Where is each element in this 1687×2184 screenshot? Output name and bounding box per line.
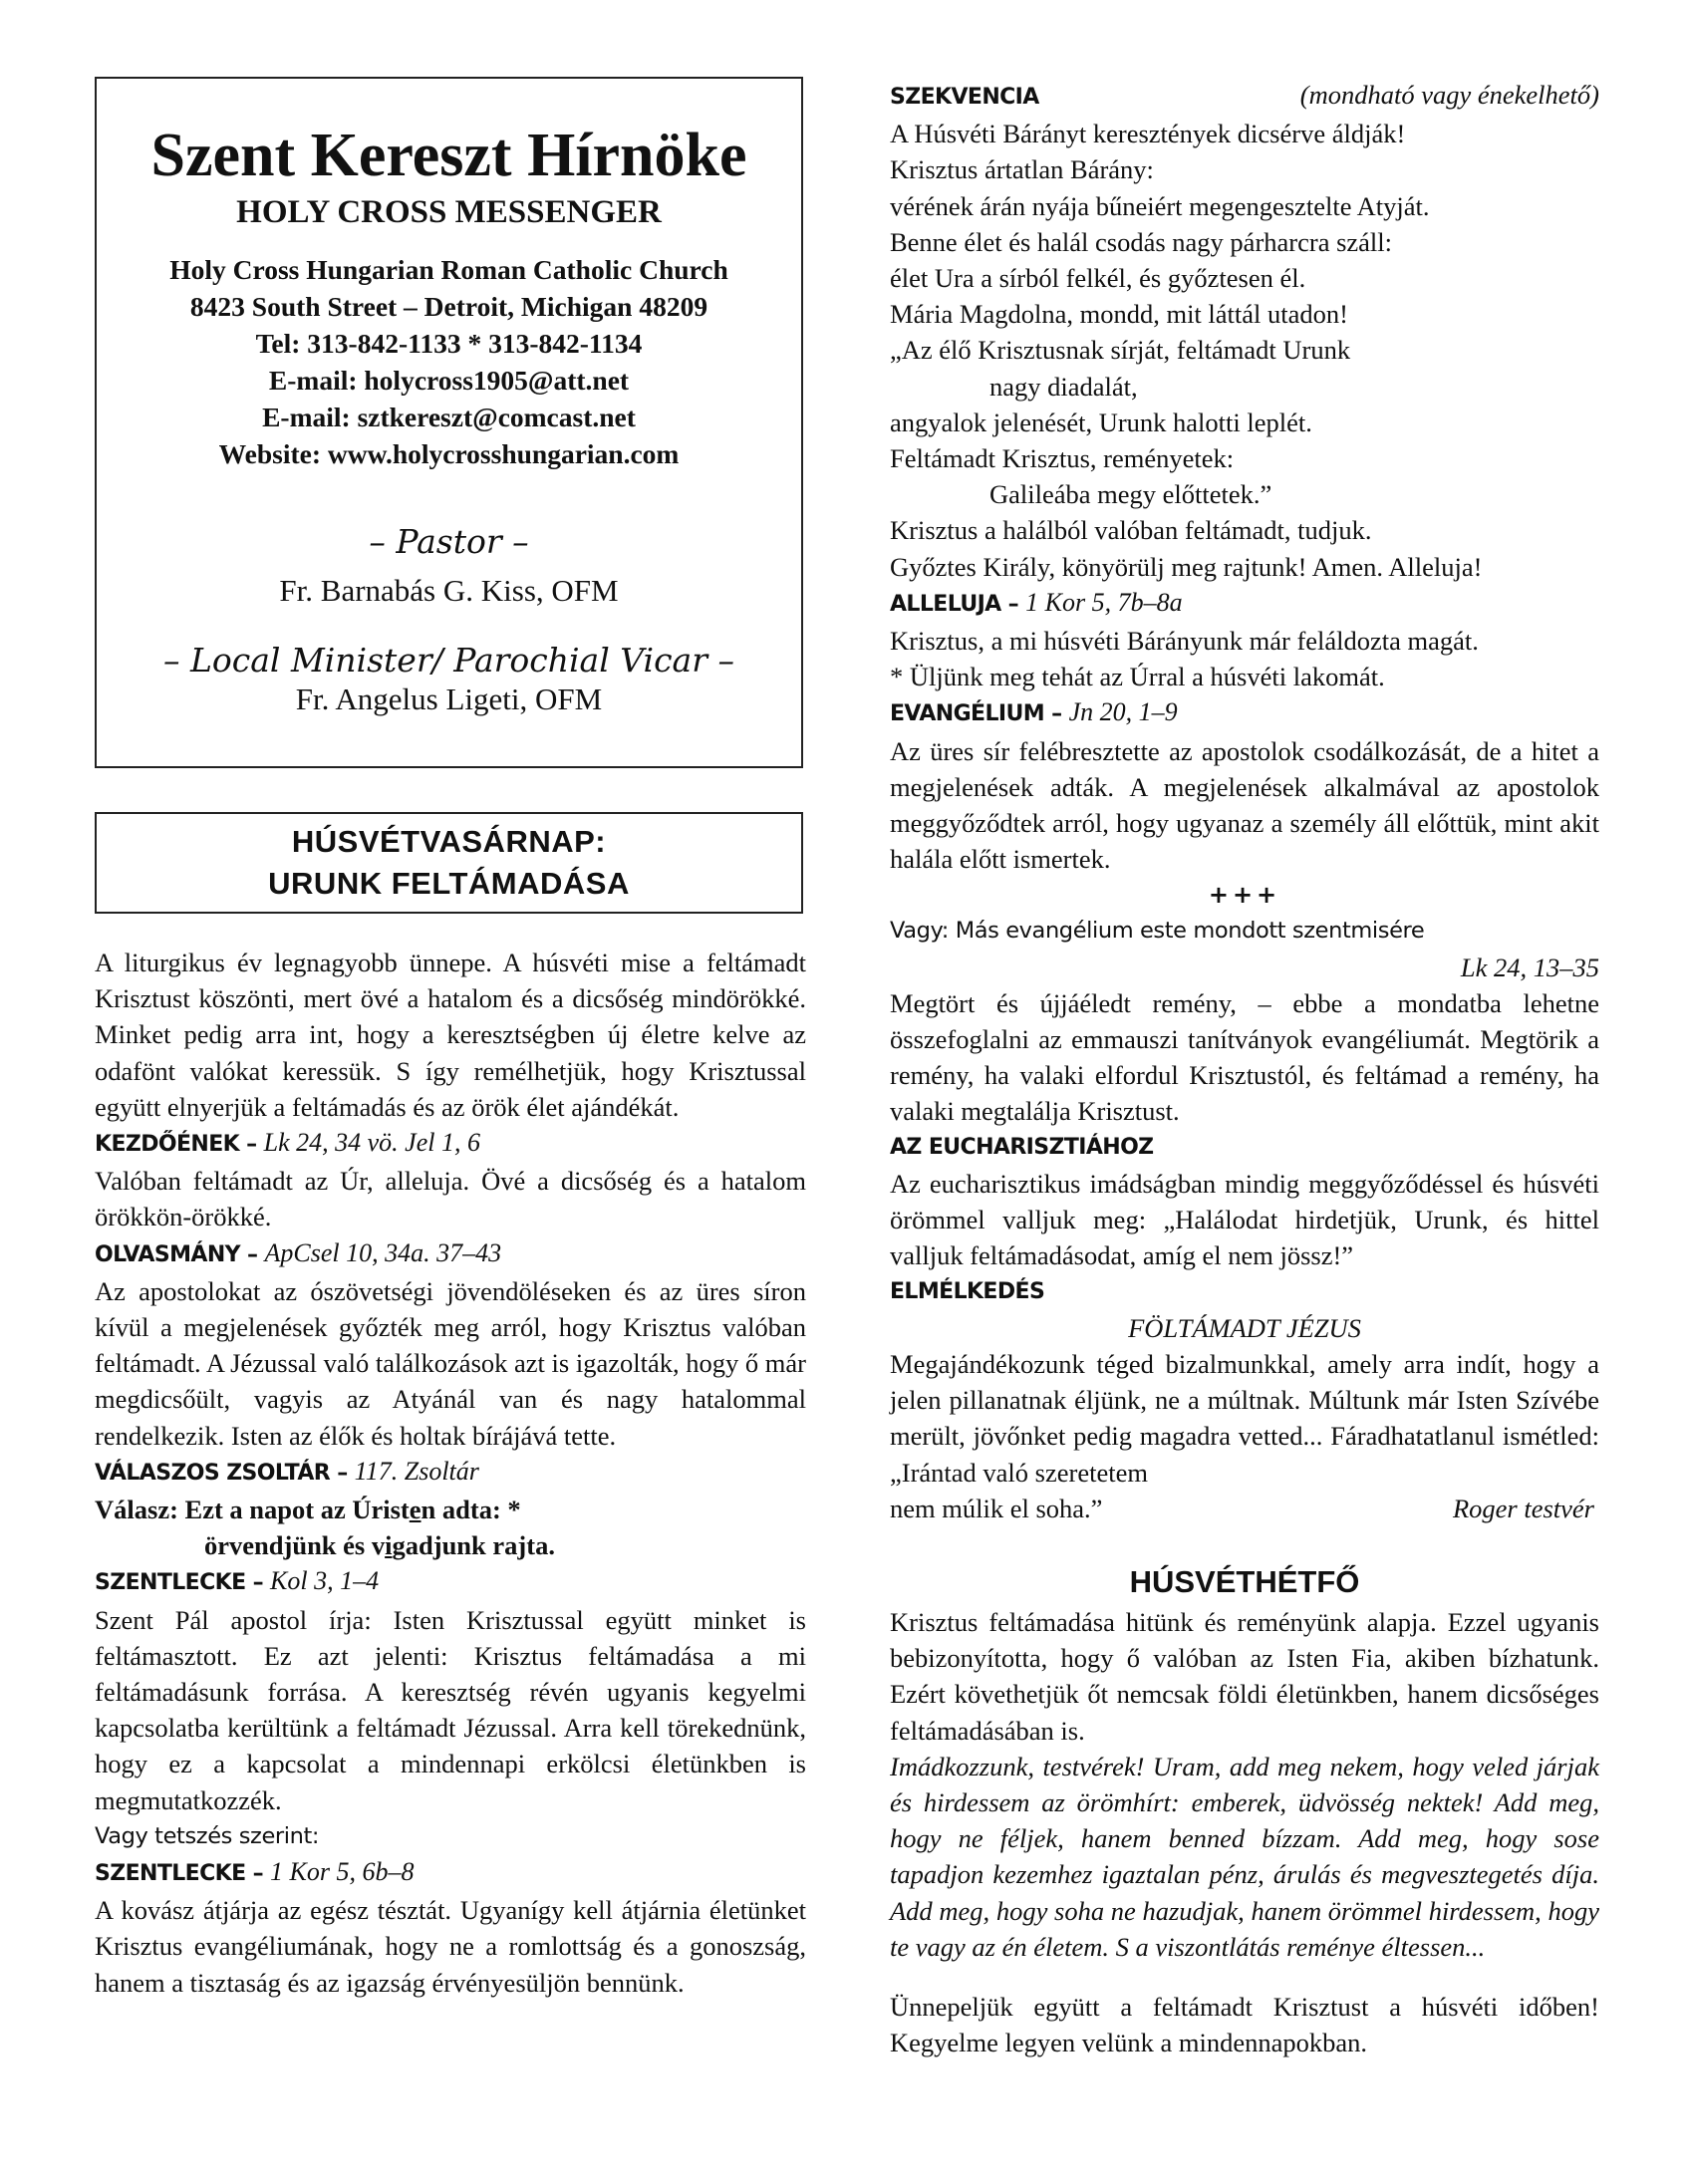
heading-label: OLVASMÁNY – bbox=[95, 1241, 265, 1267]
sequence-line: Mária Magdolna, mondd, mit láttál utadon! bbox=[890, 299, 1348, 330]
olvasmany-heading bbox=[95, 1235, 806, 1273]
heading-label: KEZDŐÉNEK – bbox=[95, 1132, 264, 1158]
szentlecke-2-heading bbox=[95, 1854, 806, 1892]
heading-ref: 1 Kor 5, 6b–8 bbox=[270, 1857, 415, 1887]
sequence-line: Győztes Király, könyörülj meg rajtunk! Amen. Alleluja! bbox=[890, 551, 1483, 582]
szentlecke-1-heading bbox=[95, 1563, 806, 1601]
sequence-line: „Az élő Krisztusnak sírját, feltámadt Urunk bbox=[890, 335, 1351, 366]
eucharisztia-heading: AZ EUCHARISZTIÁHOZ bbox=[890, 1134, 1154, 1160]
emmaus-text: Megtört és újjáéledt remény, – ebbe a mondatba lehetne összefoglalni az emmauszi tanítványok evangéliumát. Megtörik a remény, ha valaki elfordul Krisztustól, és feltámad a remény, ha valaki megtalálja Krisztust. bbox=[890, 987, 1599, 1127]
evangelium-heading bbox=[890, 694, 1599, 732]
szekvencia-text bbox=[890, 116, 1599, 585]
szentlecke-1-text: Szent Pál apostol írja: Isten Krisztussal együtt minket is feltámasztott. Ez azt jelenti: Krisztus feltámadása a mi feltámadásunk forrása. A keresztség révén ugyanis kegyelmi kapcsolatba kerültünk a feltámadt Jézussal. Arra kell törekednünk, hogy ez a kapcsolat a mindennapi erkölcsi életünkben is megmutatkozzék. bbox=[95, 1604, 806, 1815]
heading-label: SZENTLECKE – bbox=[95, 1570, 271, 1596]
cross-divider-icon: +++ bbox=[1208, 881, 1281, 910]
church-website: Website: www.holycrosshungarian.com bbox=[218, 437, 680, 469]
heading-ref: 117. Zsoltár bbox=[354, 1456, 479, 1486]
sequence-line: élet Ura a sírból felkél, és győztesen él. bbox=[890, 263, 1306, 294]
heading-label: EVANGÉLIUM – bbox=[890, 701, 1069, 727]
intro-paragraph: A liturgikus év legnagyobb ünnepe. A húsvéti mise a feltámadt Krisztust köszönti, mert övé a hatalom és a dicsőség mindörökké. Minket pedig arra int, hogy a keresztségben új életre kelve az odafönt valókat keressük. S így remélhetjük, hogy Krisztussal együtt elnyerjük a feltámadás és az örök élet ajándékát. bbox=[95, 948, 806, 1122]
sequence-line: Galileába megy előttetek.” bbox=[989, 479, 1272, 510]
elmelkedes-last-text: nem múlik el soha.” bbox=[890, 1493, 1103, 1523]
szekvencia-note: (mondható vagy énekelhető) bbox=[1299, 80, 1599, 110]
sequence-line: A Húsvéti Bárányt keresztények dicsérve áldják! bbox=[890, 119, 1406, 149]
easter-monday-text: Krisztus feltámadása hitünk és reményünk alapja. Ezzel ugyanis bebizonyította, hogy ő valóban az Isten Fia, akiben bízhatunk. Ezért követhetjük őt nemcsak földi életünkben, hanem dicsőséges feltámadásában is. bbox=[890, 1606, 1599, 1746]
heading-ref: Lk 24, 34 vö. Jel 1, 6 bbox=[263, 1128, 480, 1158]
olvasmany-text: Az apostolokat az ószövetségi jövendöléseken és az üres síron kívül a megjelenések győzték meg arról, hogy Krisztus valóban feltámadt. A Jézussal való találkozások azt is igazolták, hogy ő már megdicsőült, vagyis az Atyánál van és nagy hatalommal rendelkezik. Isten az élők és holtak bírájává tette. bbox=[95, 1275, 806, 1451]
szekvencia-label: SZEKVENCIA bbox=[890, 85, 1039, 110]
alleluja-heading bbox=[890, 585, 1599, 623]
title-line-2: URUNK FELTÁMADÁSA bbox=[268, 866, 630, 901]
newsletter-title: Szent Kereszt Hírnöke bbox=[150, 122, 747, 189]
elmelkedes-text: Megajándékozunk téged bizalmunkkal, amely arra indít, hogy a jelen pillanatnak éljünk, ne a múltnak. Múltunk már Isten Szívébe merült, jövőnket pedig magadra vetted... Fáradhatatlanul ismétled: „Irántad való szeretetem bbox=[890, 1348, 1599, 1488]
evangelium-text: Az üres sír felébresztette az apostolok csodálkozását, de a hitet a megjelenések adták. A megjelenések alkalmával az apostolok meggyőződtek arról, hogy ugyanaz a személy áll előttük, mint akit halála előtt ismertek. bbox=[890, 735, 1599, 875]
left-column bbox=[95, 945, 806, 2001]
alleluja-line-2: * Üljünk meg tehát az Úrral a húsvéti lakomát. bbox=[890, 662, 1385, 692]
right-column bbox=[890, 80, 1599, 2060]
title-line-1: HÚSVÉTVASÁRNAP: bbox=[291, 824, 607, 859]
alternative-gospel-note: Vagy: Más evangélium este mondott szentmisére bbox=[890, 918, 1425, 945]
sequence-line: Krisztus a halálból valóban feltámadt, tudjuk. bbox=[890, 515, 1372, 546]
church-phone: Tel: 313-842-1133 * 313-842-1134 bbox=[255, 327, 643, 359]
pastor-name: Fr. Barnabás G. Kiss, OFM bbox=[279, 572, 619, 608]
kezdoenek-heading bbox=[95, 1125, 806, 1163]
alternative-gospel-ref: Lk 24, 13–35 bbox=[1460, 952, 1599, 982]
church-email-2: E-mail: sztkereszt@comcast.net bbox=[262, 401, 636, 432]
vicar-name: Fr. Angelus Ligeti, OFM bbox=[295, 681, 603, 716]
easter-monday-title: HÚSVÉTHÉTFŐ bbox=[1129, 1563, 1360, 1599]
easter-monday-prayer: Imádkozzunk, testvérek! Uram, add meg nekem, hogy veled járjak és hirdessem az örömhírt: emberek, üdvösség nektek! Add meg, hogy ne féljek, hanem benned bízzam. Add meg, hogy sose tapadjon kezemhez igaztalan pénz, árulás és megvesztegetés díja. Add meg, hogy soha ne hazudjak, hanem örömmel hirdessem, hogy te vagy az én életem. S a viszontlátás reménye éltessen... bbox=[890, 1751, 1599, 1962]
heading-ref: Kol 3, 1–4 bbox=[270, 1566, 380, 1596]
newsletter-subtitle: HOLY CROSS MESSENGER bbox=[236, 194, 662, 231]
heading-ref: 1 Kor 5, 7b–8a bbox=[1025, 587, 1183, 617]
alleluja-text bbox=[890, 623, 1599, 694]
heading-label: VÁLASZOS ZSOLTÁR – bbox=[95, 1460, 355, 1486]
szekvencia-heading bbox=[890, 80, 1599, 116]
sequence-line: Feltámadt Krisztus, reményetek: bbox=[890, 443, 1235, 474]
heading-ref: ApCsel 10, 34a. 37–43 bbox=[264, 1237, 502, 1267]
sequence-line: Krisztus ártatlan Bárány: bbox=[890, 154, 1154, 185]
sequence-line: vérének árán nyája bűneiért megengesztelte Atyját. bbox=[890, 190, 1430, 221]
heading-label: ALLELUJA – bbox=[890, 591, 1026, 617]
alternative-note: Vagy tetszés szerint: bbox=[95, 1822, 320, 1849]
alleluja-line-1: Krisztus, a mi húsvéti Bárányunk már feláldozta magát. bbox=[890, 626, 1479, 657]
kezdoenek-text: Valóban feltámadt az Úr, alleluja. Övé a dicsőség és a hatalom örökkön-örökké. bbox=[95, 1166, 806, 1232]
sequence-line: Benne élet és halál csodás nagy párharcra száll: bbox=[890, 226, 1393, 257]
response-line-1: Válasz: Ezt a napot az Úristen adta: * bbox=[95, 1495, 521, 1525]
zsoltar-heading bbox=[95, 1454, 806, 1492]
response-line-2: örvendjünk és vigadjunk rajta. bbox=[204, 1530, 555, 1561]
elmelkedes-last-line bbox=[890, 1491, 1599, 1526]
closing-text: Ünnepeljük együtt a feltámadt Krisztust a húsvéti időben! Kegyelme legyen velünk a mindennapokban. bbox=[890, 1991, 1599, 2058]
heading-label: SZENTLECKE – bbox=[95, 1861, 271, 1887]
sequence-line: nagy diadalát, bbox=[989, 371, 1138, 402]
pastor-label: – Pastor – bbox=[369, 521, 529, 561]
heading-ref: Jn 20, 1–9 bbox=[1068, 697, 1178, 727]
psalm-response bbox=[95, 1492, 806, 1563]
elmelkedes-title: FÖLTÁMADT JÉZUS bbox=[1128, 1312, 1361, 1343]
masthead-box bbox=[95, 77, 803, 768]
vicar-label: – Local Minister/ Parochial Vicar – bbox=[162, 640, 734, 680]
szentlecke-2-text: A kovász átjárja az egész tésztát. Ugyanígy kell átjárnia életünket Krisztus evangéliumának, hogy ne a romlottság és a gonoszság, hanem a tisztaság és az igazság érvényesüljön bennünk. bbox=[95, 1895, 806, 1998]
church-email-1: E-mail: holycross1905@att.net bbox=[268, 364, 630, 396]
church-address: 8423 South Street – Detroit, Michigan 48209 bbox=[189, 290, 708, 322]
sequence-line: angyalok jelenését, Urunk halotti leplét. bbox=[890, 407, 1312, 437]
elmelkedes-heading: ELMÉLKEDÉS bbox=[890, 1278, 1045, 1304]
elmelkedes-author: Roger testvér bbox=[1452, 1493, 1594, 1523]
church-name: Holy Cross Hungarian Roman Catholic Church bbox=[169, 253, 728, 285]
easter-sunday-title-box bbox=[95, 812, 803, 914]
eucharisztia-text: Az eucharisztikus imádságban mindig meggyőződéssel és húsvéti örömmel valljuk meg: „Halálodat hirdetjük, Urunk, és hittel valljuk feltámadásodat, amíg el nem jössz!” bbox=[890, 1168, 1599, 1271]
